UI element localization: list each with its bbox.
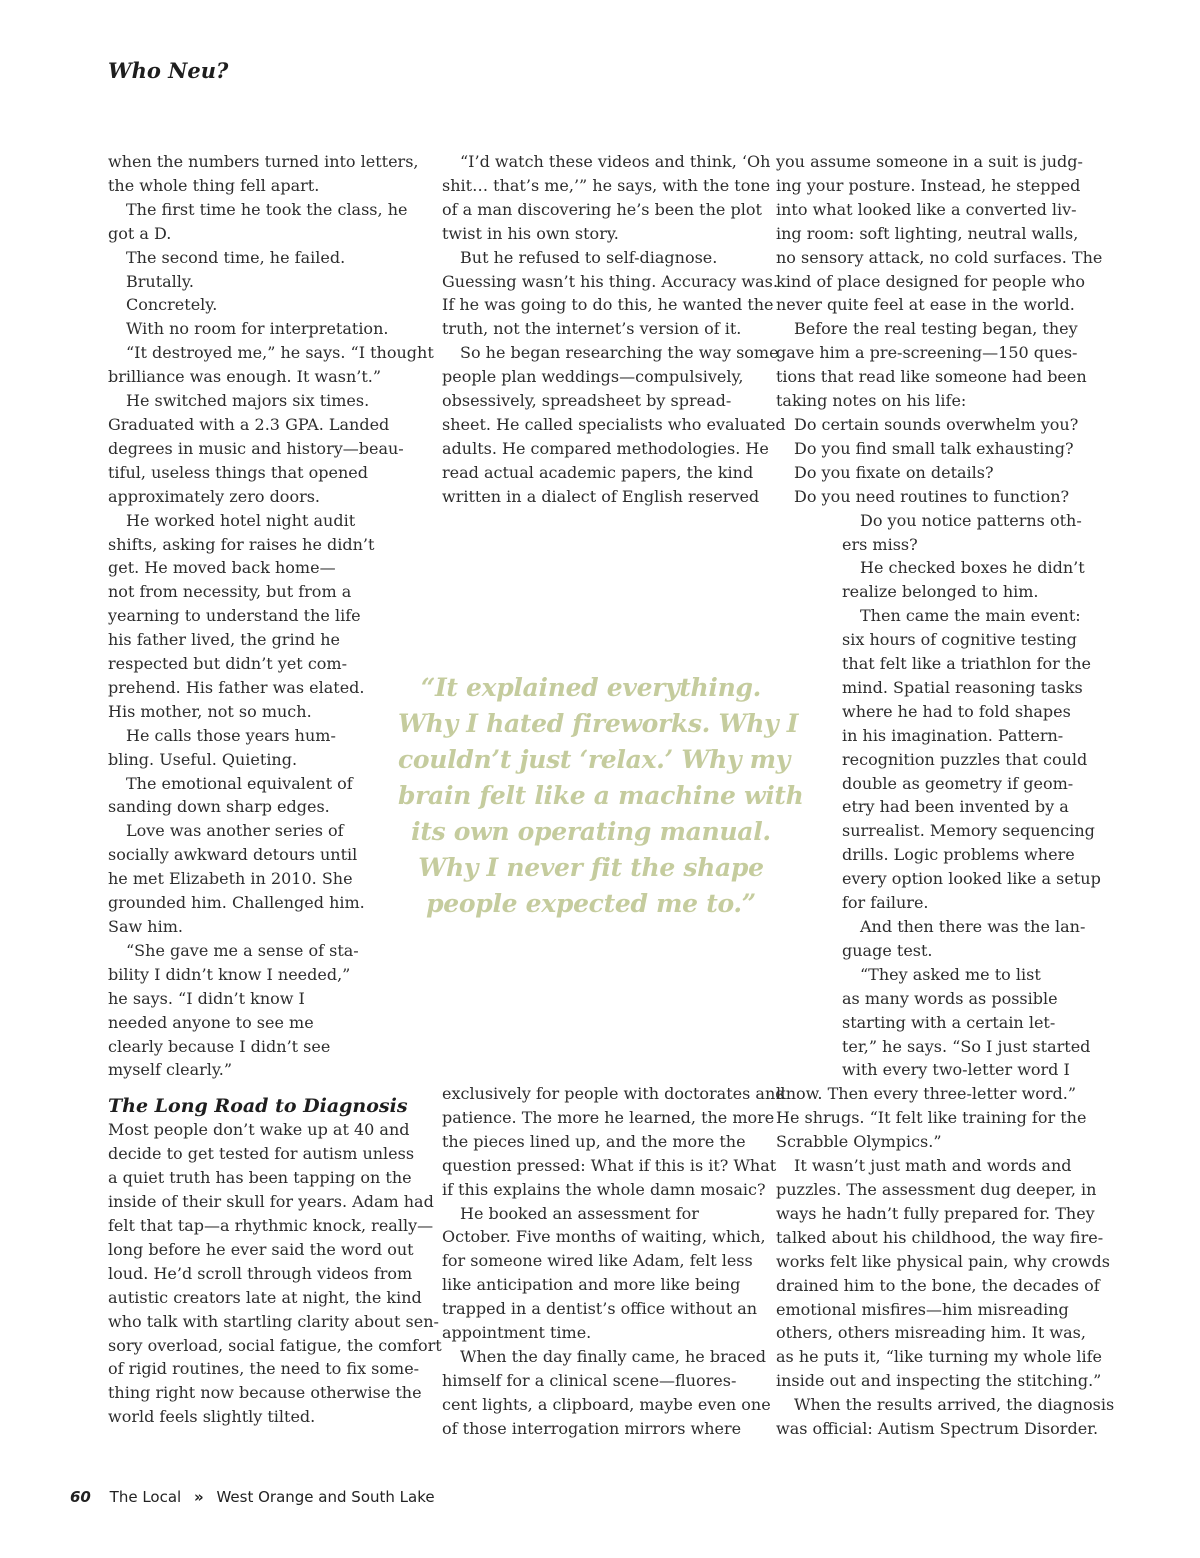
- body-line: himself for a clinical scene—fluores-: [442, 1370, 737, 1390]
- body-line: who talk with startling clarity about sen-: [108, 1311, 439, 1331]
- body-line: Before the real testing began, they: [794, 319, 1078, 339]
- body-line: others, others misreading him. It was,: [776, 1323, 1086, 1343]
- body-line: myself clearly.”: [108, 1060, 233, 1080]
- body-line: etry had been invented by a: [842, 797, 1069, 817]
- body-line: obsessively, spreadsheet by spread-: [442, 391, 732, 411]
- body-line: thing right now because otherwise the: [108, 1383, 422, 1403]
- body-line: prehend. His father was elated.: [108, 677, 365, 697]
- pull-quote-line: brain felt like a machine with: [398, 781, 804, 810]
- body-line: gave him a pre-screening—150 ques-: [776, 343, 1078, 363]
- body-line: of a man discovering he’s been the plot: [442, 199, 762, 219]
- body-line: tiful, useless things that opened: [108, 462, 368, 482]
- body-line: Brutally.: [126, 271, 194, 291]
- body-line: Do you notice patterns oth-: [860, 510, 1082, 530]
- body-line: recognition puzzles that could: [842, 749, 1088, 769]
- body-line: respected but didn’t yet com-: [108, 654, 347, 674]
- body-line: shifts, asking for raises he didn’t: [108, 534, 375, 554]
- body-line: people plan weddings—compulsively,: [442, 367, 744, 387]
- body-line: The first time he took the class, he: [126, 199, 408, 219]
- body-line: never quite feel at ease in the world.: [776, 295, 1075, 315]
- body-line: He shrugs. “It felt like training for the: [776, 1108, 1087, 1128]
- body-line: socially awkward detours until: [108, 845, 358, 865]
- body-line: autistic creators late at night, the kind: [108, 1287, 422, 1307]
- body-line: When the results arrived, the diagnosis: [794, 1395, 1115, 1415]
- body-line: with every two-letter word I: [842, 1060, 1070, 1080]
- footer-separator: »: [193, 1488, 204, 1506]
- pull-quote-line: Why I never fit the shape: [418, 853, 764, 882]
- body-line: starting with a certain let-: [842, 1012, 1056, 1032]
- body-line: six hours of cognitive testing: [842, 630, 1077, 650]
- body-line: long before he ever said the word out: [108, 1239, 414, 1259]
- body-line: yearning to understand the life: [108, 606, 361, 626]
- body-line: It wasn’t just math and words and: [794, 1156, 1072, 1176]
- body-line: in his imagination. Pattern-: [842, 725, 1064, 745]
- body-line: decide to get tested for autism unless: [108, 1144, 415, 1164]
- body-line: Scrabble Olympics.”: [776, 1132, 942, 1152]
- body-line: as he puts it, “like turning my whole life: [776, 1347, 1103, 1367]
- body-line: no sensory attack, no cold surfaces. The: [776, 247, 1103, 267]
- body-line: ter,” he says. “So I just started: [842, 1036, 1091, 1056]
- body-line: sheet. He called specialists who evaluated: [442, 414, 786, 434]
- section-label: Who Neu?: [108, 58, 229, 83]
- body-line: get. He moved back home—: [108, 558, 336, 578]
- body-line: “I’d watch these videos and think, ‘Oh: [460, 152, 771, 171]
- body-line: Saw him.: [108, 917, 183, 936]
- body-line: Love was another series of: [126, 821, 344, 841]
- body-line: where he had to fold shapes: [842, 701, 1071, 721]
- body-line: appointment time.: [442, 1323, 592, 1343]
- body-line: The second time, he failed.: [126, 247, 346, 267]
- pull-quote-line: couldn’t just ‘relax.’ Why my: [398, 745, 790, 774]
- pull-quote: [398, 670, 804, 922]
- body-line: ways he hadn’t fully prepared for. They: [776, 1203, 1095, 1223]
- body-line: adults. He compared methodologies. He: [442, 438, 769, 458]
- body-line: every option looked like a setup: [842, 869, 1101, 889]
- body-line: ing room: soft lighting, neutral walls,: [776, 223, 1079, 243]
- body-line: he met Elizabeth in 2010. She: [108, 869, 353, 889]
- column-2-bottom: [442, 1082, 786, 1441]
- pull-quote-line: “It explained everything.: [420, 673, 762, 702]
- body-line: not from necessity, but from a: [108, 582, 352, 602]
- body-line: cent lights, a clipboard, maybe even one: [442, 1394, 771, 1414]
- body-line: surrealist. Memory sequencing: [842, 821, 1095, 841]
- body-line: He booked an assessment for: [460, 1203, 699, 1223]
- body-line: drills. Logic problems where: [842, 845, 1075, 865]
- body-line: felt that tap—a rhythmic knock, really—: [108, 1215, 434, 1235]
- body-line: works felt like physical pain, why crowds: [776, 1251, 1110, 1271]
- body-line: clearly because I didn’t see: [108, 1036, 331, 1056]
- body-line: if this explains the whole damn mosaic?: [442, 1179, 766, 1199]
- body-line: needed anyone to see me: [108, 1012, 314, 1032]
- body-line: Concretely.: [126, 295, 218, 315]
- body-line: into what looked like a converted liv-: [776, 199, 1077, 219]
- publication-name: The Local: [109, 1488, 182, 1506]
- body-line: know. Then every three-letter word.”: [776, 1084, 1077, 1104]
- body-line: the whole thing fell apart.: [108, 175, 320, 195]
- body-line: If he was going to do this, he wanted the: [442, 295, 774, 315]
- body-line: patience. The more he learned, the more: [442, 1107, 775, 1127]
- body-line: October. Five months of waiting, which,: [442, 1227, 766, 1247]
- page-number: 60: [70, 1488, 91, 1506]
- column-1: [108, 150, 442, 1429]
- body-line: he says. “I didn’t know I: [108, 988, 305, 1008]
- page-footer: [70, 1488, 435, 1506]
- body-line: bling. Useful. Quieting.: [108, 749, 298, 769]
- body-line: you assume someone in a suit is judg-: [776, 152, 1083, 171]
- body-line: his father lived, the grind he: [108, 630, 340, 650]
- body-line: Most people don’t wake up at 40 and: [108, 1120, 410, 1140]
- body-line: as many words as possible: [842, 988, 1058, 1008]
- body-line: He calls those years hum-: [126, 725, 336, 745]
- body-line: shit… that’s me,’” he says, with the tone: [442, 175, 771, 195]
- body-line: when the numbers turned into letters,: [108, 152, 419, 171]
- body-line: of rigid routines, the need to fix some-: [108, 1359, 420, 1379]
- body-line: “It destroyed me,” he says. “I thought: [126, 343, 434, 363]
- body-line: mind. Spatial reasoning tasks: [842, 677, 1083, 697]
- edition-name: West Orange and South Lake: [216, 1488, 435, 1506]
- body-line: loud. He’d scroll through videos from: [108, 1263, 413, 1283]
- body-line: And then there was the lan-: [860, 917, 1086, 936]
- body-line: Do you find small talk exhausting?: [794, 438, 1074, 458]
- body-line: question pressed: What if this is it? What: [442, 1155, 777, 1175]
- body-line: sory overload, social fatigue, the comfort: [108, 1335, 442, 1355]
- body-line: talked about his childhood, the way fire-: [776, 1227, 1104, 1247]
- body-line: bility I didn’t know I needed,”: [108, 964, 351, 984]
- body-line: world feels slightly tilted.: [108, 1407, 316, 1427]
- body-line: trapped in a dentist’s office without an: [442, 1299, 758, 1319]
- body-line: He worked hotel night audit: [126, 510, 356, 530]
- body-line: When the day finally came, he braced: [460, 1346, 766, 1366]
- column-3: [776, 150, 1114, 1441]
- body-line: drained him to the bone, the decades of: [776, 1275, 1100, 1295]
- body-line: ing your posture. Instead, he stepped: [776, 175, 1081, 195]
- body-line: written in a dialect of English reserved: [442, 486, 760, 506]
- body-line: He checked boxes he didn’t: [860, 558, 1085, 578]
- body-line: a quiet truth has been tapping on the: [108, 1168, 412, 1188]
- body-line: inside of their skull for years. Adam had: [108, 1192, 434, 1212]
- body-line: grounded him. Challenged him.: [108, 893, 365, 913]
- body-line: exclusively for people with doctorates and: [442, 1084, 786, 1103]
- body-line: read actual academic papers, the kind: [442, 462, 754, 482]
- body-line: degrees in music and history—beau-: [108, 438, 404, 458]
- body-line: guage test.: [842, 940, 933, 960]
- body-line: was official: Autism Spectrum Disorder.: [776, 1419, 1099, 1439]
- body-line: His mother, not so much.: [108, 701, 312, 721]
- body-line: kind of place designed for people who: [776, 271, 1086, 291]
- body-line: for someone wired like Adam, felt less: [442, 1251, 753, 1271]
- body-line: Do certain sounds overwhelm you?: [794, 414, 1079, 434]
- body-line: So he began researching the way some: [460, 343, 779, 363]
- body-line: double as geometry if geom-: [842, 773, 1074, 793]
- body-line: that felt like a triathlon for the: [842, 654, 1092, 674]
- pull-quote-line: Why I hated fireworks. Why I: [398, 709, 799, 738]
- body-line: Do you need routines to function?: [794, 486, 1070, 506]
- body-line: twist in his own story.: [442, 223, 619, 243]
- body-line: tions that read like someone had been: [776, 367, 1087, 387]
- body-line: “She gave me a sense of sta-: [126, 940, 359, 960]
- pull-quote-line: its own operating manual.: [411, 817, 771, 846]
- body-line: brilliance was enough. It wasn’t.”: [108, 367, 382, 387]
- column-2-top: [442, 150, 786, 509]
- body-line: inside out and inspecting the stitching.”: [776, 1371, 1102, 1391]
- body-line: Guessing wasn’t his thing. Accuracy was.: [442, 271, 778, 291]
- body-line: ers miss?: [842, 534, 918, 554]
- body-line: realize belonged to him.: [842, 582, 1039, 602]
- body-line: sanding down sharp edges.: [108, 797, 330, 817]
- subhead: The Long Road to Diagnosis: [108, 1095, 408, 1118]
- body-line: “They asked me to list: [860, 964, 1041, 984]
- body-line: Then came the main event:: [860, 606, 1081, 626]
- body-line: got a D.: [108, 223, 172, 243]
- pull-quote-line: people expected me to.”: [426, 889, 756, 918]
- body-line: like anticipation and more like being: [442, 1275, 741, 1295]
- body-line: approximately zero doors.: [108, 486, 321, 506]
- body-line: for failure.: [842, 893, 929, 913]
- body-line: The emotional equivalent of: [126, 773, 353, 793]
- body-line: emotional misfires—him misreading: [776, 1299, 1069, 1319]
- body-line: taking notes on his life:: [776, 391, 967, 411]
- body-line: puzzles. The assessment dug deeper, in: [776, 1179, 1097, 1199]
- body-line: Graduated with a 2.3 GPA. Landed: [108, 414, 390, 434]
- body-line: But he refused to self-diagnose.: [460, 247, 718, 267]
- body-line: He switched majors six times.: [126, 391, 370, 411]
- body-line: the pieces lined up, and the more the: [442, 1131, 746, 1151]
- body-line: Do you fixate on details?: [794, 462, 994, 482]
- body-line: truth, not the internet’s version of it.: [442, 319, 742, 339]
- body-line: With no room for interpretation.: [126, 319, 389, 339]
- body-line: of those interrogation mirrors where: [442, 1418, 742, 1438]
